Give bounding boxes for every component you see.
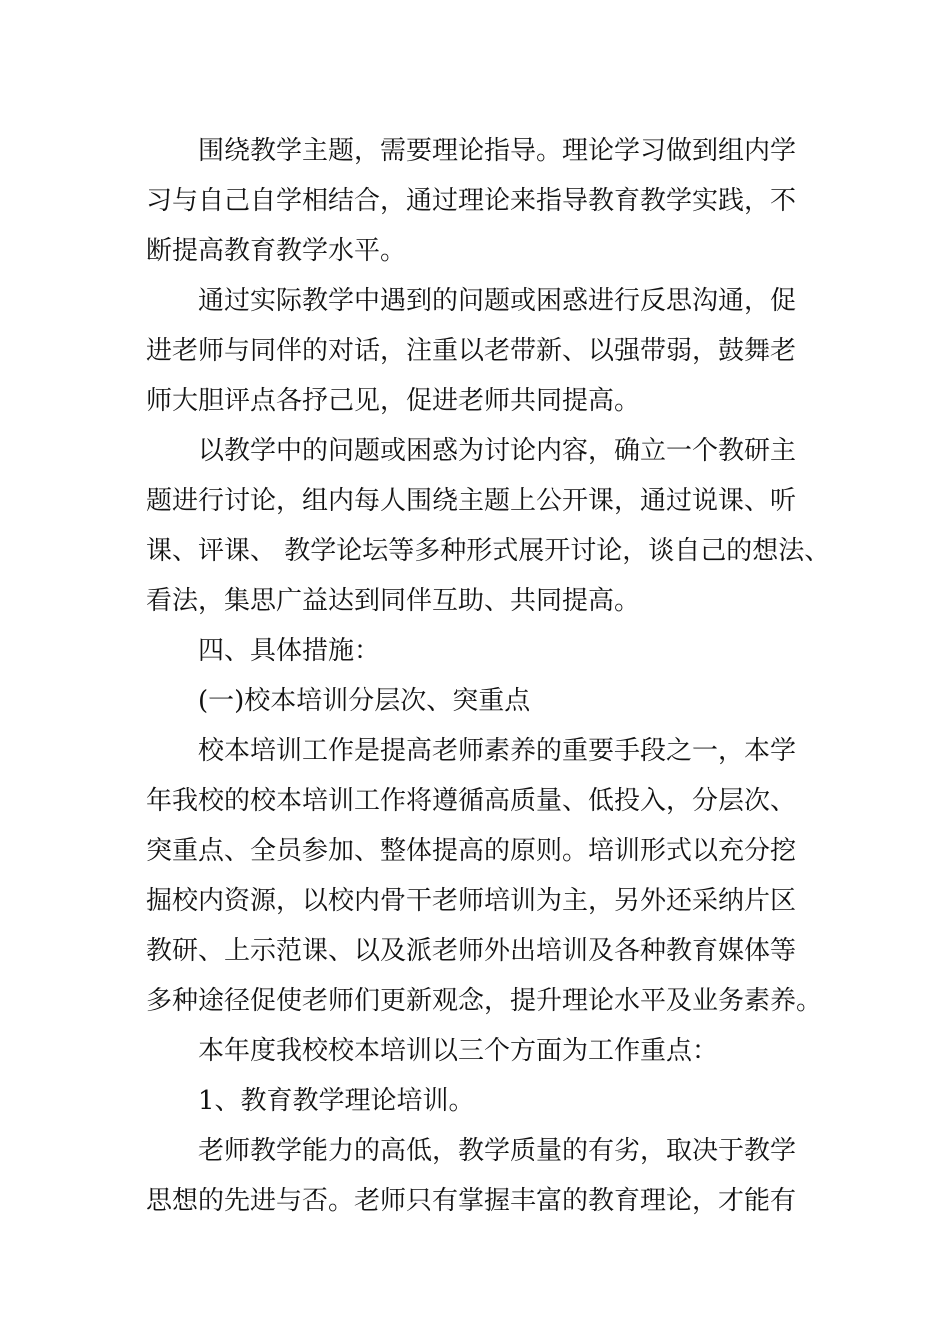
paragraph-2-line-2: 进老师与同伴的对话，注重以老带新、以强带弱，鼓舞老 bbox=[146, 336, 797, 366]
subsection-heading-training: (一)校本培训分层次、突重点 bbox=[198, 686, 531, 716]
paragraph-3-line-1: 以教学中的问题或困惑为讨论内容，确立一个教研主 bbox=[198, 436, 797, 466]
paragraph-1-line-1: 围绕教学主题，需要理论指导。理论学习做到组内学 bbox=[198, 136, 797, 166]
paragraph-1-line-3: 断提高教育教学水平。 bbox=[146, 236, 407, 266]
paragraph-5-line-1: 本年度我校校本培训以三个方面为工作重点： bbox=[198, 1036, 719, 1066]
paragraph-6-line-1: 老师教学能力的高低，教学质量的有劣，取决于教学 bbox=[198, 1136, 797, 1166]
paragraph-3-line-3: 课、评课、 教学论坛等多种形式展开讨论，谈自己的想法、 bbox=[146, 536, 831, 566]
paragraph-3-line-4: 看法，集思广益达到同伴互助、共同提高。 bbox=[146, 586, 641, 616]
paragraph-4-line-6: 多种途径促使老师们更新观念，提升理论水平及业务素养。 bbox=[146, 986, 823, 1016]
section-heading-measures: 四、具体措施： bbox=[198, 636, 381, 666]
paragraph-4-line-4: 掘校内资源，以校内骨干老师培训为主，另外还采纳片区 bbox=[146, 886, 797, 916]
document-body bbox=[146, 126, 836, 1226]
paragraph-2-line-3: 师大胆评点各抒己见，促进老师共同提高。 bbox=[146, 386, 641, 416]
paragraph-4-line-5: 教研、上示范课、以及派老师外出培训及各种教育媒体等 bbox=[146, 936, 797, 966]
paragraph-1-line-2: 习与自己自学相结合，通过理论来指导教育教学实践，不 bbox=[146, 186, 797, 216]
paragraph-4-line-1: 校本培训工作是提高老师素养的重要手段之一，本学 bbox=[198, 736, 797, 766]
paragraph-2-line-1: 通过实际教学中遇到的问题或困惑进行反思沟通，促 bbox=[198, 286, 797, 316]
paragraph-4-line-3: 突重点、全员参加、整体提高的原则。培训形式以充分挖 bbox=[146, 836, 797, 866]
paragraph-6-line-2: 思想的先进与否。老师只有掌握丰富的教育理论，才能有 bbox=[146, 1186, 797, 1216]
paragraph-3-line-2: 题进行讨论，组内每人围绕主题上公开课，通过说课、听 bbox=[146, 486, 797, 516]
list-item-1: 1、教育教学理论培训。 bbox=[198, 1086, 475, 1116]
paragraph-4-line-2: 年我校的校本培训工作将遵循高质量、低投入，分层次、 bbox=[146, 786, 797, 816]
